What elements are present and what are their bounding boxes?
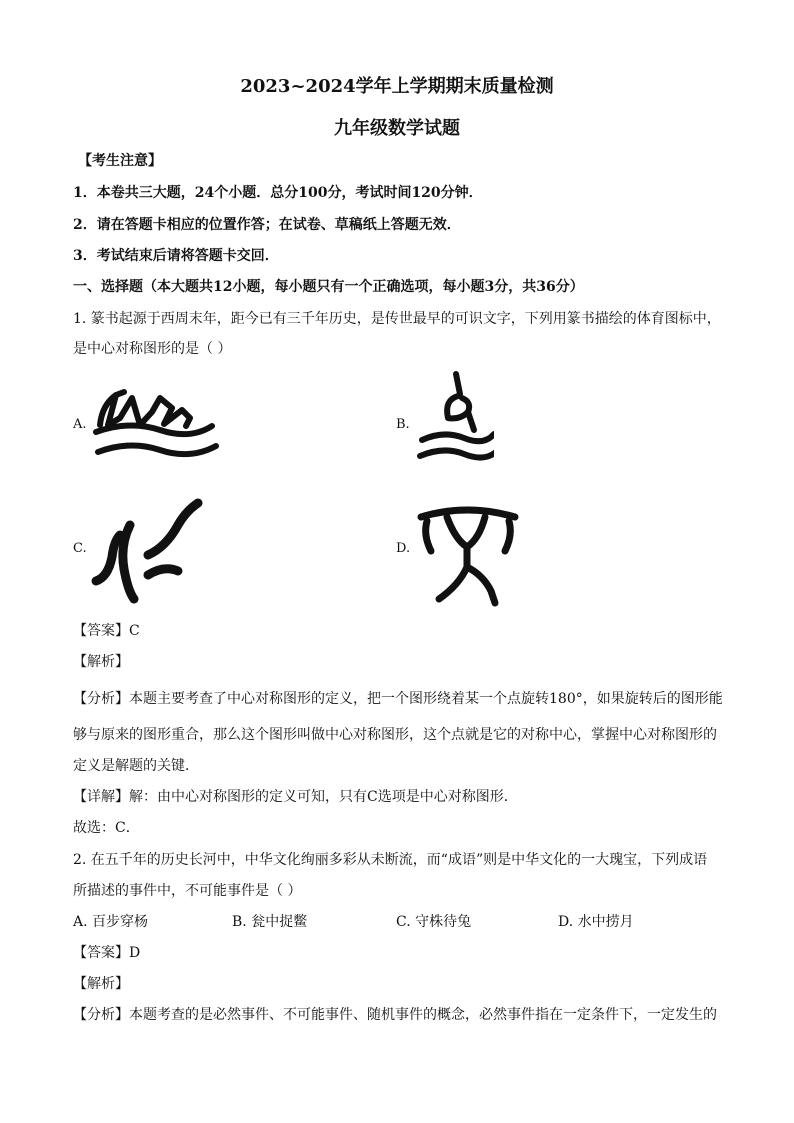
q1-option-a-label: A.	[73, 417, 87, 432]
section-heading: 一、选择题（本大题共12小题，每小题只有一个正确选项，每小题3分，共36分）	[73, 279, 584, 295]
q2-option-b: B. 瓮中捉鳖	[232, 914, 308, 930]
q1-fenxi-line2: 够与原来的图形重合，那么这个图形叫做中心对称图形，这个点就是它的对称中心，掌握中心对称图形的	[73, 727, 717, 743]
answer-value: C	[129, 623, 140, 639]
xiangjie-text: 解：由中心对称图形的定义可知，只有C选项是中心对称图形．	[129, 789, 518, 805]
notice-heading: 【考生注意】	[78, 153, 162, 169]
q1-answer	[73, 620, 140, 640]
fenxi-label: 【分析】	[73, 691, 129, 707]
q2-fenxi-line1	[73, 1004, 717, 1024]
seal-swimming-icon	[90, 380, 220, 465]
q1-stem-line1: 1. 篆书起源于西周末年，距今已有三千年历史，是传世最早的可识文字，下列用篆书描绘的体育图标中，	[73, 311, 721, 327]
q1-option-d-label: D.	[396, 541, 411, 556]
notice-item-3: 3．考试结束后请将答题卡交回．	[73, 248, 279, 264]
fenxi-text: 本题考查的是必然事件、不可能事件、随机事件的概念，必然事件指在一定条件下，一定发生的	[129, 1007, 717, 1023]
fenxi-text: 本题主要考查了中心对称图形的定义，把一个图形绕着某一个点旋转180°，如果旋转后的图形能	[129, 691, 723, 707]
q2-answer	[73, 942, 140, 962]
answer-label: 【答案】	[73, 945, 129, 961]
fenxi-label: 【分析】	[73, 1007, 129, 1023]
notice-item-2: 2．请在答题卡相应的位置作答；在试卷、草稿纸上答题无效．	[73, 217, 461, 233]
seal-weightlifting-icon	[415, 495, 520, 610]
q2-option-a: A. 百步穿杨	[73, 914, 149, 930]
q2-stem-line2: 所描述的事件中，不可能事件是（ ）	[73, 883, 302, 899]
q1-analysis-label: 【解析】	[73, 654, 129, 670]
seal-martial-icon	[90, 495, 215, 605]
q1-fenxi-line1	[73, 688, 723, 708]
q1-fenxi-line3: 定义是解题的关键．	[73, 758, 199, 774]
q1-conclusion: 故选：C．	[73, 820, 140, 836]
q1-stem-line2: 是中心对称图形的是（ ）	[73, 341, 232, 357]
notice-item-1: 1．本卷共三大题，24个小题．总分100分，考试时间120分钟．	[73, 185, 483, 201]
q1-option-b-label: B.	[396, 417, 410, 432]
answer-label: 【答案】	[73, 623, 129, 639]
q1-option-c-label: C.	[73, 541, 87, 556]
q2-analysis-label: 【解析】	[73, 976, 129, 992]
q2-option-d: D. 水中捞月	[558, 914, 634, 930]
exam-title: 2023~2024学年上学期期末质量检测	[240, 76, 554, 97]
q1-xiangjie	[73, 786, 518, 806]
exam-subtitle: 九年级数学试题	[334, 118, 460, 139]
xiangjie-label: 【详解】	[73, 789, 129, 805]
seal-diving-icon	[414, 368, 494, 478]
answer-value: D	[129, 945, 141, 961]
q2-stem-line1: 2. 在五千年的历史长河中，中华文化绚丽多彩从未断流，而“成语”则是中华文化的一大瑰宝，下列成语	[73, 852, 708, 868]
q2-option-c: C. 守株待兔	[396, 914, 472, 930]
